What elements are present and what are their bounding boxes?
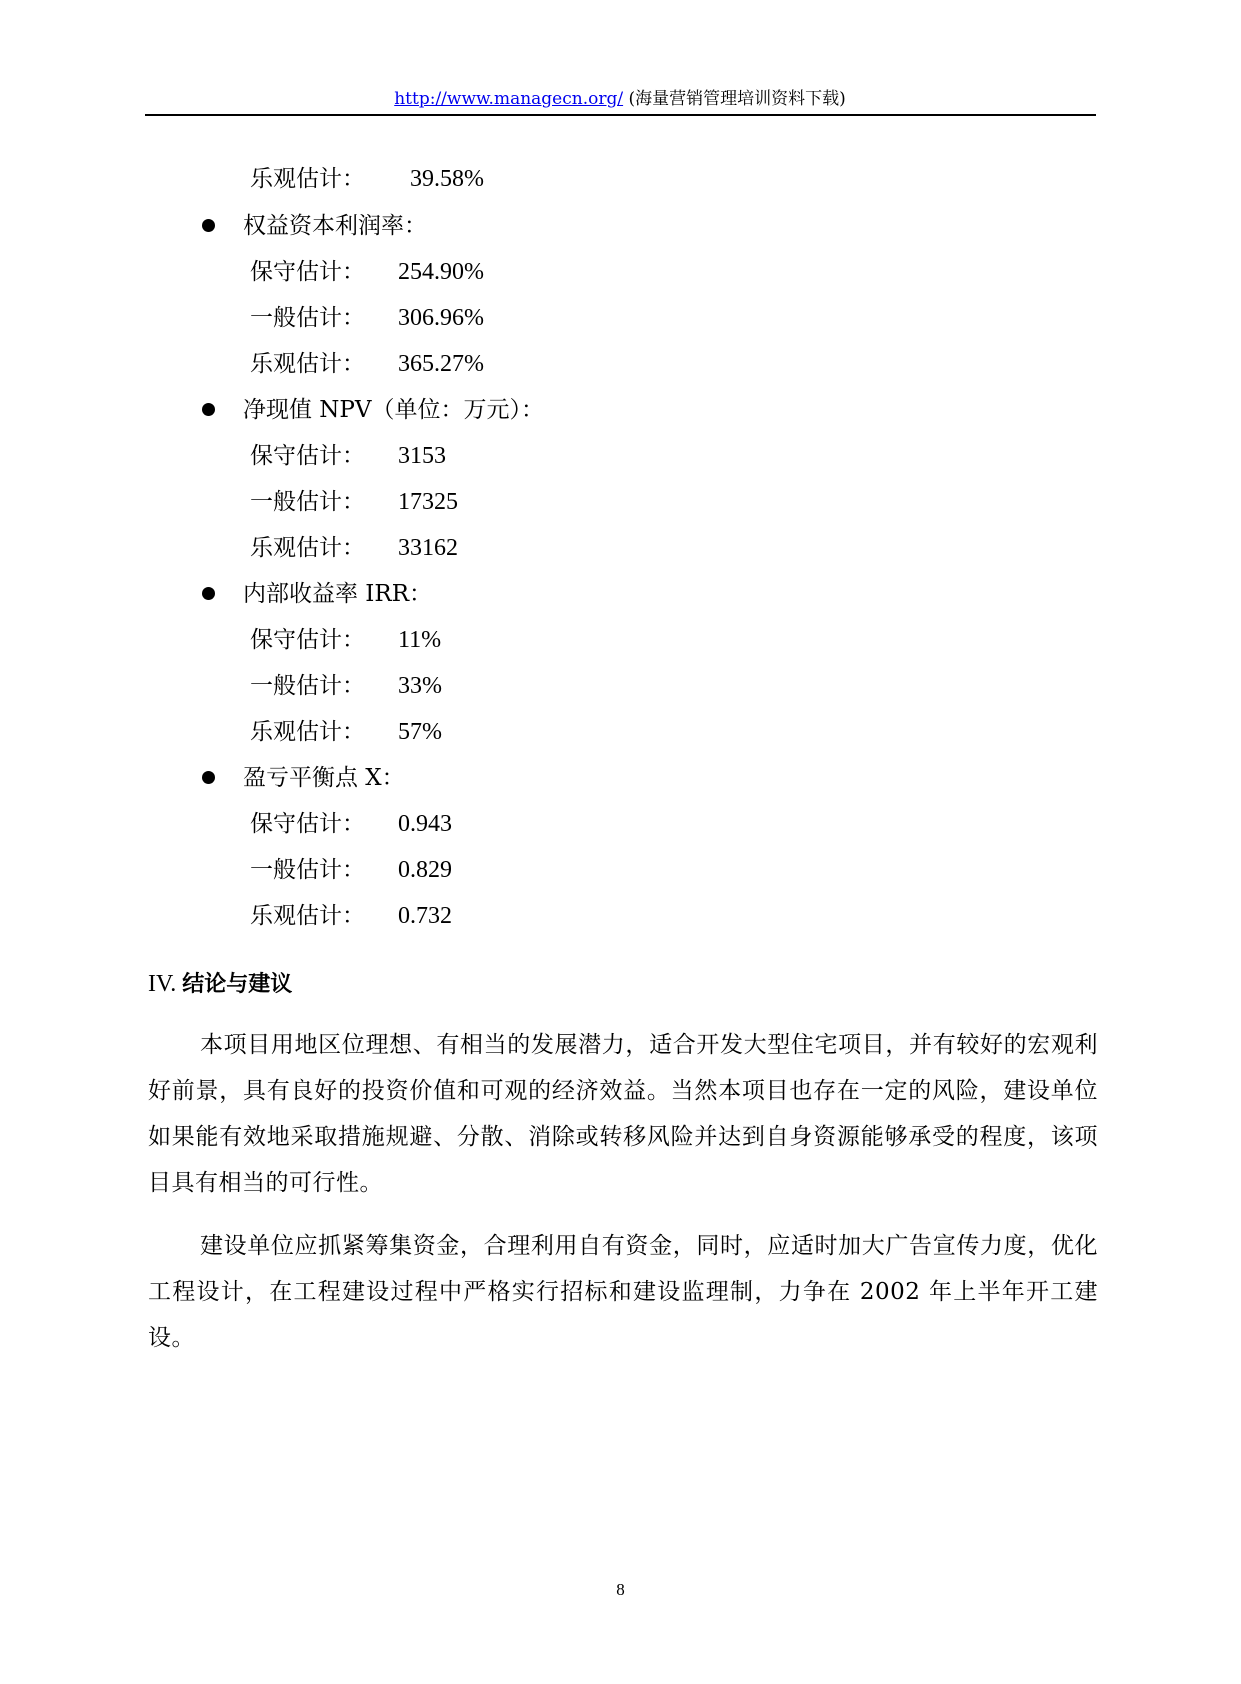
section-number: IV. xyxy=(148,971,183,997)
estimate-value: 0.829 xyxy=(398,857,452,883)
estimate-value: 11% xyxy=(398,627,442,653)
bullet-icon xyxy=(202,587,215,600)
estimate-value: 306.96% xyxy=(398,305,484,331)
estimate-label: 保守估计： xyxy=(250,443,365,469)
estimate-label: 乐观估计： xyxy=(250,903,365,929)
estimate-value: 17325 xyxy=(398,489,458,515)
estimate-label: 一般估计： xyxy=(250,857,365,883)
bullet-heading-npv: 净现值 NPV（单位：万元）： xyxy=(243,397,545,423)
section-title: 结论与建议 xyxy=(182,972,293,997)
estimate-label: 乐观估计： xyxy=(250,166,365,192)
conclusion-paragraph: 本项目用地区位理想、有相当的发展潜力，适合开发大型住宅项目，并有较好的宏观利好前景，具有良好的投资价值和可观的经济效益。当然本项目也存在一定的风险，建设单位如果能有效地采取措施规避、分散、消除或转移风险并达到自身资源能够承受的程度，该项目具有相当的可行性。 xyxy=(148,1032,1098,1196)
bullet-icon xyxy=(202,219,215,232)
header-suffix: (海量营销管理培训资料下载) xyxy=(623,89,846,109)
estimate-value: 0.943 xyxy=(398,811,452,837)
estimate-value: 0.732 xyxy=(398,903,452,929)
header-divider xyxy=(145,114,1096,116)
page-header xyxy=(145,86,1095,112)
page-number: 8 xyxy=(616,1580,625,1599)
estimate-label: 保守估计： xyxy=(250,811,365,837)
estimate-label: 保守估计： xyxy=(250,627,365,653)
estimate-label: 乐观估计： xyxy=(250,535,365,561)
estimate-value: 57% xyxy=(398,719,442,745)
bullet-heading-roe: 权益资本利润率： xyxy=(243,213,427,239)
estimate-value: 365.27% xyxy=(398,351,484,377)
estimate-value: 33% xyxy=(398,673,442,699)
estimate-label: 保守估计： xyxy=(250,259,365,285)
recommendation-paragraph: 建设单位应抓紧筹集资金，合理利用自有资金，同时，应适时加大广告宣传力度，优化工程设计，在工程建设过程中严格实行招标和建设监理制，力争在 2002 年上半年开工建设。 xyxy=(148,1233,1098,1351)
estimate-value: 254.90% xyxy=(398,259,484,285)
estimate-value: 39.58% xyxy=(410,166,484,192)
bullet-heading-breakeven: 盈亏平衡点 X： xyxy=(243,765,405,791)
estimate-label: 乐观估计： xyxy=(250,719,365,745)
estimate-value: 33162 xyxy=(398,535,458,561)
estimate-label: 一般估计： xyxy=(250,673,365,699)
estimate-label: 一般估计： xyxy=(250,305,365,331)
bullet-icon xyxy=(202,403,215,416)
estimate-value: 3153 xyxy=(398,443,446,469)
estimate-label: 乐观估计： xyxy=(250,351,365,377)
header-link[interactable]: http://www.managecn.org/ xyxy=(394,89,624,109)
section-heading xyxy=(148,966,292,1002)
bullet-icon xyxy=(202,771,215,784)
bullet-heading-irr: 内部收益率 IRR： xyxy=(243,581,433,607)
estimate-label: 一般估计： xyxy=(250,489,365,515)
